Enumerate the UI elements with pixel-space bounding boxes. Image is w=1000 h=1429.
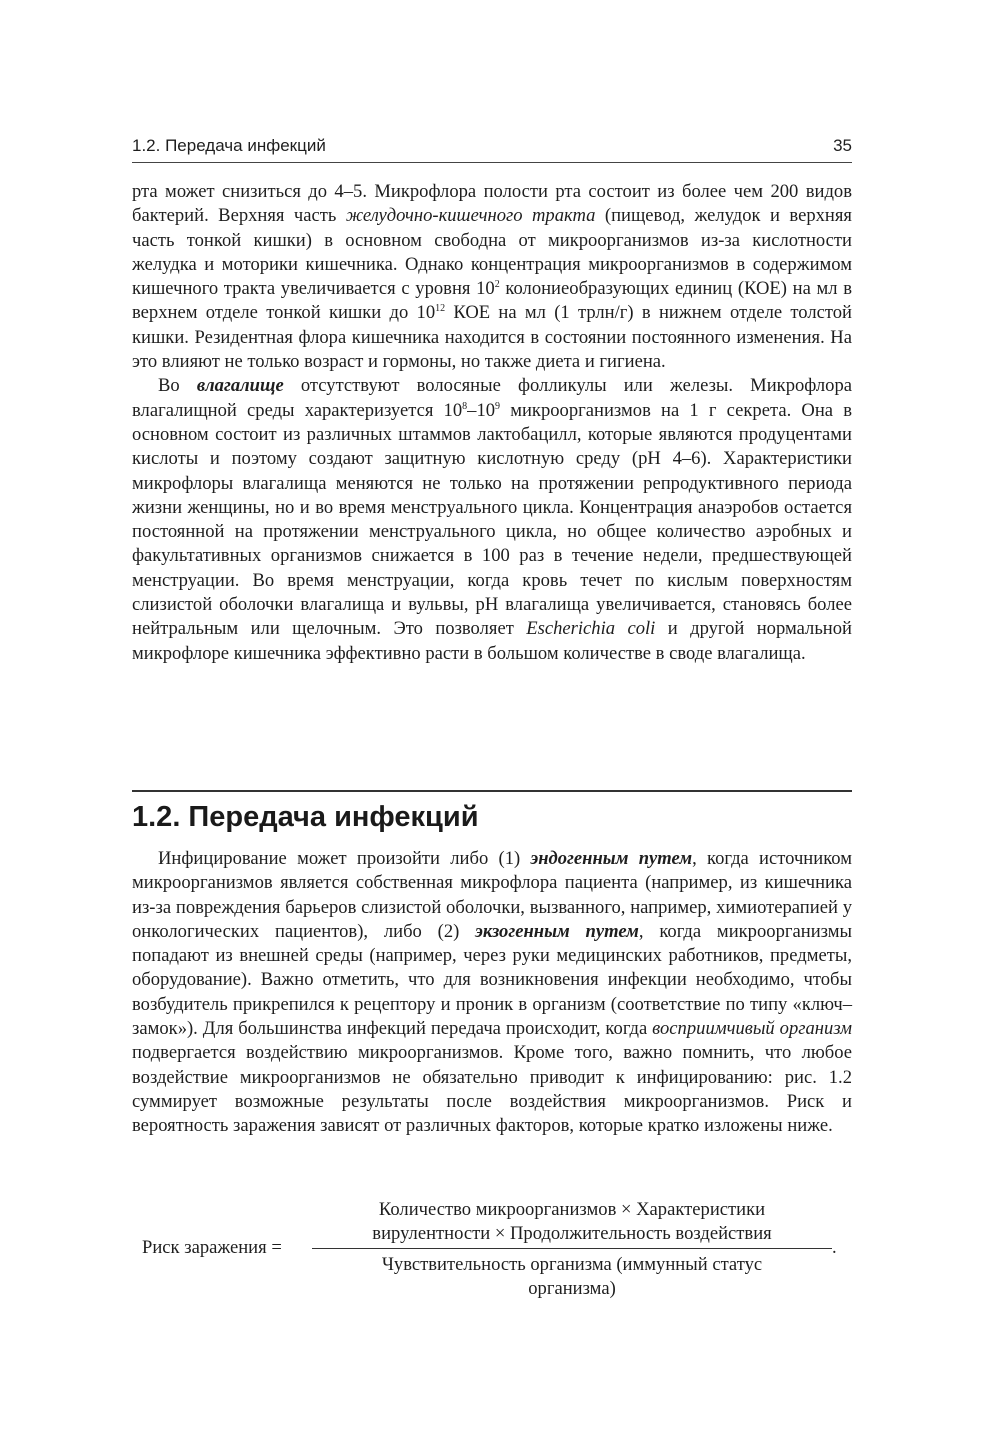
running-head — [132, 136, 852, 158]
text-run: КОЕ на мл (1 трлн/г) в нижнем отделе толстой кишки. Резидентная флора кишечника находится в состоянии постоянного изменения. На это влияют не только возраст и гормоны, но также диета и гигиена. — [132, 302, 852, 373]
italic-term: восприимчивый организм — [652, 1018, 852, 1040]
formula-end-mark: . — [832, 1237, 837, 1258]
bold-italic-term: экзогенным путем — [475, 920, 639, 942]
numerator-line: Количество микроорганизмов × Характеристики — [378, 1199, 766, 1220]
paragraph-vaginal-flora — [132, 374, 852, 666]
text-run: (пищевод, желудок и верхняя часть тонкой кишки) в основном свободна от микроорганизмов из-за кислотности желудка и моторики кишечника. Однако концентрация микроорганизмов в содержимом кишечного тракта увеличивается с уровня 10 — [132, 205, 852, 300]
superscript: 2 — [494, 279, 500, 291]
fraction-bar — [312, 1248, 832, 1249]
text-run: Во — [158, 375, 197, 397]
italic-term: желудочно-кишечного тракта — [345, 205, 596, 227]
text-run: отсутствуют волосяные фолликулы или железы. Микрофлора влагалищной среды характеризуется 10 — [132, 375, 852, 421]
text-run: колониеобразующих единиц (КОЕ) на мл в верхнем отделе тонкой кишки до 10 — [132, 278, 852, 324]
paragraph-transmission — [132, 847, 852, 1139]
numerator-line: вирулентности × Продолжительность воздействия — [372, 1223, 772, 1245]
italic-term: Escherichia coli — [526, 618, 656, 640]
superscript: 12 — [435, 303, 446, 315]
body-text — [132, 180, 852, 666]
paragraph-oral-gut-flora — [132, 180, 852, 374]
text-run: и другой нормальной микрофлоре кишечника эффективно расти в большом количестве в своде влагалища. — [132, 618, 853, 664]
section-heading: 1.2. Передача инфекций — [132, 801, 479, 833]
denominator-line: организма) — [528, 1278, 616, 1300]
formula-numerator — [312, 1198, 832, 1247]
text-run: Инфицирование может произойти либо (1) — [158, 848, 531, 869]
text-run: подвергается воздействию микроорганизмов. Кроме того, важно помнить, что любое воздействие микроорганизмов не обязательно приводит к инфицированию: рис. 1.2 суммирует возможные результаты после воздействия микроорганизмов. Риск и вероятность заражения зависят от различных факторов, которые кратко изложены ниже. — [132, 1042, 852, 1137]
text-run: –10 — [467, 399, 496, 421]
formula-denominator — [312, 1253, 832, 1302]
superscript: 8 — [462, 400, 468, 412]
page-number: 35 — [833, 136, 852, 155]
superscript: 9 — [495, 400, 501, 412]
text-run: , когда источником микроорганизмов является собственная микрофлора пациента (например, из кишечника из-за повреждения барьеров слизистой оболочки, вызванного, например, химиотерапией у онкологических пациентов), либо (2) — [132, 848, 853, 942]
header-rule — [132, 162, 852, 163]
formula-lhs: Риск заражения = — [142, 1237, 282, 1258]
text-run: , когда микроорганизмы попадают из внешней среды (например, через руки медицинских работников, предметы, оборудование). Важно отметить, что для возникновения инфекции необходимо, чтобы возбудитель прикрепился к рецептору и проник в организм (соответствие по типу «ключ–замок»). Для большинства инфекций передача происходит, когда — [132, 920, 852, 1040]
text-run: рта может снизиться до 4–5. Микрофлора полости рта состоит из более чем 200 видов бактерий. Верхняя часть — [132, 181, 852, 227]
denominator-line: Чувствительность организма (иммунный статус — [381, 1254, 763, 1275]
bold-italic-term: эндогенным путем — [530, 848, 693, 869]
bold-italic-term: влагалище — [196, 375, 284, 397]
risk-formula — [132, 1198, 852, 1308]
text-run: микроорганизмов на 1 г секрета. Она в основном состоит из различных штаммов лактобацилл, которые являются продуцентами кислоты и поэтому создают защитную кислотную среду (pH 4–6). Характеристики микрофлоры влагалища меняются не только на протяжении репродуктивного периода жизни женщины, но и во время менструального цикла. Концентрация анаэробов остается постоянной на протяжении менструального цикла, но общее количество аэробных и факультативных организмов снижается в 100 раз в течение недели, предшествующей менструации. Во время менструации, когда кровь течет по кислым поверхностям слизистой оболочки влагалища и вульвы, pH влагалища увеличивается, становясь более нейтральным или щелочным. Это позволяет — [132, 399, 852, 640]
running-head-title: 1.2. Передача инфекций — [132, 136, 326, 155]
section-body — [132, 847, 852, 1139]
section-rule — [132, 790, 852, 792]
